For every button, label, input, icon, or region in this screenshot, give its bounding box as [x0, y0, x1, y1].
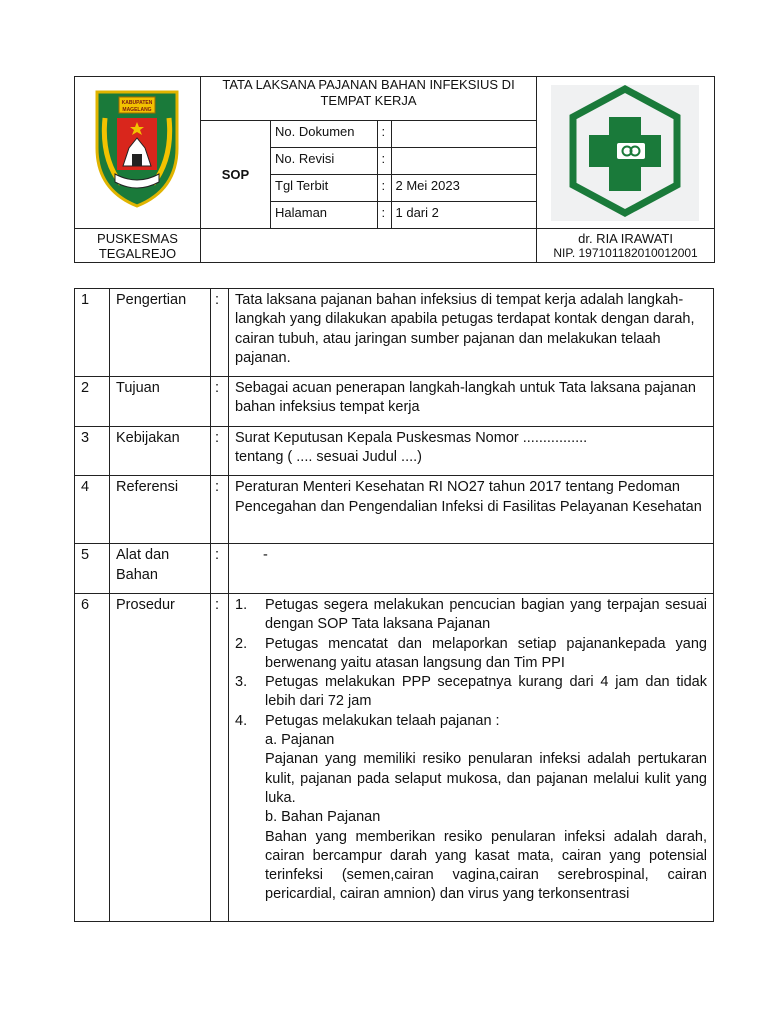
row-colon: :	[211, 426, 229, 476]
row-label: Kebijakan	[110, 426, 211, 476]
row-number: 3	[75, 426, 110, 476]
organization-line-1: PUSKESMAS	[97, 231, 178, 246]
policy-line-2: tentang ( .... sesuai Judul ....)	[235, 449, 422, 466]
row-colon: :	[211, 289, 229, 377]
subsection-a-title: a. Pajanan	[265, 732, 335, 749]
meta-label: No. Dokumen	[271, 121, 377, 147]
row-label	[110, 544, 211, 594]
meta-colon: :	[377, 147, 391, 174]
list-item	[235, 673, 707, 712]
meta-value: 1 dari 2	[391, 202, 536, 228]
row-content: Tata laksana pajanan bahan infeksius di tempat kerja adalah langkah-langkah yang dilakukan apabila petugas terdapat kontak dengan darah, cairan tubuh, atau jaringan sumber pajanan dan melakukan telaah pajanan.	[229, 289, 714, 377]
list-item	[235, 596, 707, 635]
health-logo-cell	[537, 77, 715, 229]
row-content	[229, 593, 714, 921]
step-number: 1.	[235, 596, 248, 613]
row-label: Prosedur	[110, 593, 211, 921]
list-item	[235, 635, 707, 674]
policy-line-1: Surat Keputusan Kepala Puskesmas Nomor ................	[235, 429, 588, 446]
signer-name: dr. RIA IRAWATI	[578, 231, 673, 246]
blank-cell	[201, 229, 537, 263]
row-content	[229, 426, 714, 476]
meta-label: Tgl Terbit	[271, 174, 377, 201]
meta-value: 2 Mei 2023	[391, 174, 536, 201]
row-label: Tujuan	[110, 377, 211, 427]
row-number: 1	[75, 289, 110, 377]
row-label: Referensi	[110, 476, 211, 544]
meta-colon: :	[377, 174, 391, 201]
sop-header-table	[74, 76, 715, 263]
step-text: Petugas melakukan PPP secepatnya kurang dari 4 jam dan tidak lebih dari 72 jam	[265, 674, 707, 710]
signer-nip: NIP. 197101182010012001	[553, 246, 698, 260]
meta-colon: :	[377, 121, 391, 147]
row-label: Pengertian	[110, 289, 211, 377]
row-label-line-2: Bahan	[116, 566, 158, 583]
table-row	[75, 593, 714, 921]
document-meta	[271, 121, 537, 229]
regency-emblem-icon	[75, 78, 199, 228]
row-label-line-1: Alat dan	[116, 547, 170, 564]
sop-label: SOP	[201, 121, 271, 229]
meta-table	[271, 121, 536, 228]
table-row	[75, 544, 714, 594]
svg-text:MAGELANG: MAGELANG	[122, 106, 152, 113]
meta-label: Halaman	[271, 202, 377, 228]
row-content: -	[229, 544, 714, 594]
meta-value	[391, 121, 536, 147]
list-item	[235, 712, 707, 905]
document-title: TATA LAKSANA PAJANAN BAHAN INFEKSIUS DI TEMPAT KERJA	[201, 77, 537, 121]
meta-colon: :	[377, 202, 391, 228]
subsection-a-text: Pajanan yang memiliki resiko penularan infeksi adalah pertukaran kulit, pajanan pada selaput mukosa, dan pajanan melalui kulit yang luka.	[265, 751, 707, 806]
table-row	[75, 476, 714, 544]
step-number: 3.	[235, 674, 248, 691]
meta-value	[391, 147, 536, 174]
signer-block	[537, 229, 715, 263]
row-colon: :	[211, 593, 229, 921]
row-number: 2	[75, 377, 110, 427]
organization-name	[75, 229, 201, 263]
row-colon: :	[211, 544, 229, 594]
row-number: 6	[75, 593, 110, 921]
row-colon: :	[211, 377, 229, 427]
puskesmas-logo-icon	[537, 79, 713, 227]
table-row	[75, 289, 714, 377]
subsection-b-title: b. Bahan Pajanan	[265, 809, 381, 826]
row-number: 5	[75, 544, 110, 594]
sop-content-table	[74, 288, 714, 922]
procedure-list	[235, 596, 707, 905]
table-row	[75, 426, 714, 476]
meta-label: No. Revisi	[271, 147, 377, 174]
table-row	[75, 377, 714, 427]
step-number: 2.	[235, 635, 248, 652]
row-content: Sebagai acuan penerapan langkah-langkah untuk Tata laksana pajanan bahan infeksius tempat kerja	[229, 377, 714, 427]
organization-line-2: TEGALREJO	[98, 246, 177, 261]
step-text: Petugas segera melakukan pencucian bagian yang terpajan sesuai dengan SOP Tata laksana Pajanan	[265, 596, 707, 633]
step-number: 4.	[235, 712, 248, 729]
step-text: Petugas melakukan telaah pajanan :	[265, 712, 500, 729]
row-colon: :	[211, 476, 229, 544]
step-text: Petugas mencatat dan melaporkan setiap pajanankepada yang berwenang yaitu atasan langsung dan Tim PPI	[265, 635, 707, 671]
subsection-b-text: Bahan yang memberikan resiko penularan infeksi adalah darah, cairan bercampur darah yang kasat mata, cairan yang potensial terinfeksi (semen,cairan vagina,cairan serebrospinal, cairan pericardial, cairan amnion) dan virus yang terkonsentrasi	[265, 828, 707, 903]
row-number: 4	[75, 476, 110, 544]
svg-text:KABUPATEN: KABUPATEN	[121, 99, 153, 106]
regency-logo-cell	[75, 77, 201, 229]
row-content: Peraturan Menteri Kesehatan RI NO27 tahun 2017 tentang Pedoman Pencegahan dan Pengendalian Infeksi di Fasilitas Pelayanan Kesehatan	[229, 476, 714, 544]
